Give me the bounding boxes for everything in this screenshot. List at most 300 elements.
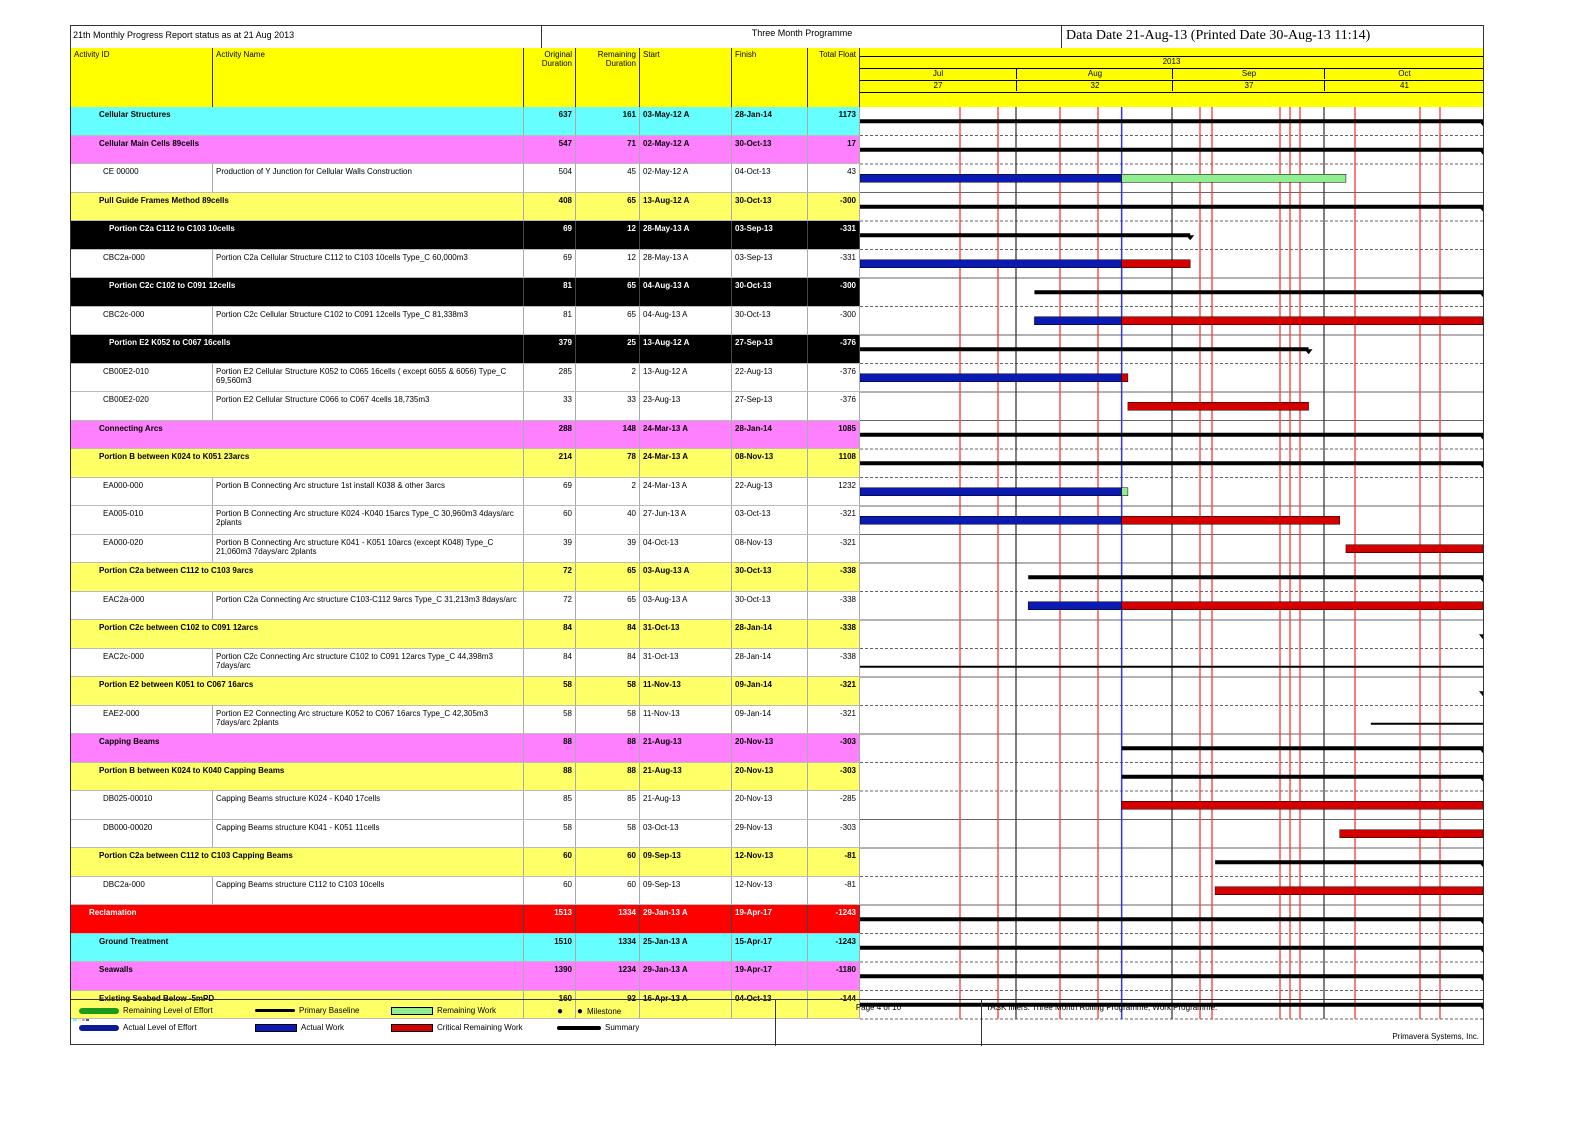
legend-swatch: [391, 1024, 433, 1032]
summary-bar: [860, 946, 1483, 950]
cell-rem-duration: 60: [576, 877, 640, 905]
activity-row[interactable]: [71, 820, 860, 849]
legend-swatch: [79, 1025, 119, 1031]
activity-row[interactable]: [71, 535, 860, 564]
cell-finish: 28-Jan-14: [732, 620, 808, 648]
col-original-duration[interactable]: Original Duration: [524, 48, 576, 107]
legend-milestone: [557, 1006, 621, 1017]
summary-bar: [860, 148, 1483, 152]
wbs-row[interactable]: [71, 278, 860, 307]
cell-rem-duration: 71: [576, 136, 640, 164]
cell-finish: 30-Oct-13: [732, 592, 808, 620]
cell-name: Portion E2 Cellular Structure C066 to C067 4cells 18,735m3: [213, 392, 524, 420]
cell-id: EAC2c-000: [71, 649, 213, 677]
cell-rem-duration: 12: [576, 221, 640, 249]
activity-row[interactable]: [71, 506, 860, 535]
timescale-year: 2013: [860, 56, 1483, 69]
cell-finish: 28-Jan-14: [732, 107, 808, 135]
cell-name: Portion E2 Cellular Structure K052 to C065 16cells ( except 6055 & 6056) Type_C 69,560m3: [213, 364, 524, 392]
cell-orig-duration: 85: [524, 791, 576, 819]
cell-rem-duration: 65: [576, 193, 640, 221]
cell-finish: 09-Jan-14: [732, 677, 808, 705]
col-activity-id[interactable]: Activity ID: [71, 48, 213, 107]
report-frame: [70, 25, 1484, 1045]
cell-name: Capping Beams structure K041 - K051 11cells: [213, 820, 524, 848]
legend-label: Actual Level of Effort: [123, 1023, 197, 1032]
cell-orig-duration: 58: [524, 706, 576, 734]
cell-finish: 20-Nov-13: [732, 763, 808, 791]
cell-rem-duration: 161: [576, 107, 640, 135]
cell-start: 11-Nov-13: [640, 677, 732, 705]
critical-remaining-bar: [1346, 545, 1483, 553]
legend-label: Primary Baseline: [299, 1006, 360, 1015]
cell-total-float: -300: [808, 307, 860, 335]
cell-start: 29-Jan-13 A: [640, 905, 732, 933]
cell-rem-duration: 45: [576, 164, 640, 192]
cell-name: Portion B Connecting Arc structure 1st install K038 & other 3arcs: [213, 478, 524, 506]
cell-id: Pull Guide Frames Method 89cells: [71, 193, 524, 221]
cell-finish: 28-Jan-14: [732, 649, 808, 677]
cell-start: 09-Sep-13: [640, 877, 732, 905]
actual-work-bar: [1028, 602, 1121, 610]
cell-rem-duration: 84: [576, 620, 640, 648]
actual-work-bar: [1034, 317, 1121, 325]
cell-id: EAC2a-000: [71, 592, 213, 620]
cell-orig-duration: 288: [524, 421, 576, 449]
legend-label: Milestone: [586, 1007, 622, 1016]
actual-work-bar: [860, 516, 1122, 524]
activity-row[interactable]: [71, 649, 860, 678]
wbs-row[interactable]: [71, 107, 860, 136]
cell-total-float: -331: [808, 250, 860, 278]
cell-total-float: -1180: [808, 962, 860, 990]
cell-name: Portion B Connecting Arc structure K024 -K040 15arcs Type_C 30,960m3 4days/arc 2plants: [213, 506, 524, 534]
cell-name: Portion B Connecting Arc structure K041 - K051 10arcs (except K048) Type_C 21,060m3 7days/arc 2plants: [213, 535, 524, 563]
legend-label: Remaining Level of Effort: [123, 1006, 213, 1015]
cell-orig-duration: 84: [524, 620, 576, 648]
cell-id: DBC2a-000: [71, 877, 213, 905]
activity-row[interactable]: [71, 392, 860, 421]
col-start[interactable]: Start: [640, 48, 732, 107]
cell-rem-duration: 40: [576, 506, 640, 534]
cell-id: Connecting Arcs: [71, 421, 524, 449]
layout-filter-text: TASK filters: Three Month Rolling Programme, Work Programme.: [986, 1003, 1218, 1012]
legend-actual-loe: [79, 1023, 197, 1032]
month-label: Oct: [1324, 68, 1484, 79]
legend-critical-remaining-work: [391, 1023, 523, 1032]
activity-row[interactable]: [71, 164, 860, 193]
critical-remaining-bar: [1128, 402, 1309, 410]
cell-id: DB000-00020: [71, 820, 213, 848]
cell-id: Portion C2a C112 to C103 10cells: [71, 221, 524, 249]
cell-finish: 08-Nov-13: [732, 449, 808, 477]
cell-orig-duration: 69: [524, 221, 576, 249]
wbs-row[interactable]: [71, 905, 860, 934]
wbs-row[interactable]: [71, 677, 860, 706]
wbs-row[interactable]: [71, 193, 860, 222]
cell-finish: 22-Aug-13: [732, 478, 808, 506]
cell-start: 29-Jan-13 A: [640, 962, 732, 990]
timescale-weeks: [860, 80, 1483, 93]
cell-orig-duration: 84: [524, 649, 576, 677]
month-label: Jul: [932, 69, 944, 78]
baseline-bar: [860, 666, 1483, 668]
cell-name: Portion C2a Cellular Structure C112 to C103 10cells Type_C 60,000m3: [213, 250, 524, 278]
cell-start: 02-May-12 A: [640, 136, 732, 164]
cell-rem-duration: 85: [576, 791, 640, 819]
critical-remaining-bar: [1122, 516, 1340, 524]
cell-finish: 27-Sep-13: [732, 335, 808, 363]
critical-remaining-bar: [1122, 801, 1483, 809]
cell-rem-duration: 58: [576, 677, 640, 705]
wbs-row[interactable]: [71, 962, 860, 991]
cell-total-float: -321: [808, 506, 860, 534]
cell-total-float: -300: [808, 193, 860, 221]
legend-label: Remaining Work: [437, 1006, 496, 1015]
remaining-work-bar: [1122, 488, 1128, 496]
cell-rem-duration: 33: [576, 392, 640, 420]
cell-id: EA000-000: [71, 478, 213, 506]
cell-id: CBC2c-000: [71, 307, 213, 335]
cell-finish: 30-Oct-13: [732, 193, 808, 221]
week-label: 27: [933, 81, 943, 90]
cell-rem-duration: 78: [576, 449, 640, 477]
cell-start: 27-Jun-13 A: [640, 506, 732, 534]
week-label: 41: [1324, 80, 1484, 91]
cell-id: Ground Treatment: [71, 934, 524, 962]
cell-total-float: -376: [808, 364, 860, 392]
cell-start: 28-May-13 A: [640, 250, 732, 278]
cell-orig-duration: 637: [524, 107, 576, 135]
cell-rem-duration: 65: [576, 592, 640, 620]
cell-finish: 30-Oct-13: [732, 136, 808, 164]
critical-remaining-bar: [1340, 830, 1483, 838]
col-remaining-duration[interactable]: Remaining Duration: [576, 48, 640, 107]
cell-total-float: -303: [808, 820, 860, 848]
cell-start: 21-Aug-13: [640, 763, 732, 791]
wbs-row[interactable]: [71, 620, 860, 649]
wbs-row[interactable]: [71, 221, 860, 250]
cell-total-float: -300: [808, 278, 860, 306]
activity-row[interactable]: [71, 592, 860, 621]
cell-total-float: 1173: [808, 107, 860, 135]
page-number-box: [775, 1000, 981, 1046]
cell-name: Portion C2c Cellular Structure C102 to C091 12cells Type_C 81,338m3: [213, 307, 524, 335]
cell-start: 24-Mar-13 A: [640, 478, 732, 506]
critical-remaining-bar: [1122, 317, 1483, 325]
cell-total-float: -1243: [808, 934, 860, 962]
cell-orig-duration: 379: [524, 335, 576, 363]
cell-id: Portion C2c between C102 to C091 12arcs: [71, 620, 524, 648]
cell-start: 04-Aug-13 A: [640, 307, 732, 335]
wbs-row[interactable]: [71, 763, 860, 792]
cell-rem-duration: 148: [576, 421, 640, 449]
activity-row[interactable]: [71, 250, 860, 279]
cell-rem-duration: 65: [576, 278, 640, 306]
cell-name: Portion E2 Connecting Arc structure K052 to C067 16arcs Type_C 42,305m3 7days/arc 2plants: [213, 706, 524, 734]
cell-orig-duration: 58: [524, 820, 576, 848]
report-title-bar: [71, 26, 1483, 49]
cell-start: 24-Mar-13 A: [640, 449, 732, 477]
cell-orig-duration: 285: [524, 364, 576, 392]
cell-name: Production of Y Junction for Cellular Walls Construction: [213, 164, 524, 192]
cell-id: Cellular Structures: [71, 107, 524, 135]
legend-remaining-loe: [79, 1006, 213, 1015]
cell-total-float: -81: [808, 877, 860, 905]
cell-orig-duration: 1390: [524, 962, 576, 990]
critical-remaining-bar: [1122, 374, 1128, 382]
month-label: Aug: [1016, 68, 1173, 79]
summary-bar: [860, 433, 1483, 437]
report-title-left: 21th Monthly Progress Report status as at 21 Aug 2013: [73, 30, 295, 40]
summary-bar: [1028, 575, 1483, 579]
cell-start: 04-Aug-13 A: [640, 278, 732, 306]
cell-name: Portion C2a Connecting Arc structure C103-C112 9arcs Type_C 31,213m3 8days/arc: [213, 592, 524, 620]
cell-finish: 03-Sep-13: [732, 221, 808, 249]
legend-label: Critical Remaining Work: [437, 1023, 523, 1032]
cell-orig-duration: 88: [524, 763, 576, 791]
cell-start: 03-May-12 A: [640, 107, 732, 135]
cell-start: 25-Jan-13 A: [640, 934, 732, 962]
cell-id: Portion C2c C102 to C091 12cells: [71, 278, 524, 306]
cell-id: Portion C2a between C112 to C103 9arcs: [71, 563, 524, 591]
cell-id: Cellular Main Cells 89cells: [71, 136, 524, 164]
activity-row[interactable]: [71, 706, 860, 735]
cell-orig-duration: 214: [524, 449, 576, 477]
week-label: 37: [1172, 80, 1325, 91]
legend-actual-work: [255, 1023, 344, 1032]
week-label: 32: [1016, 80, 1173, 91]
activity-row[interactable]: [71, 364, 860, 393]
cell-orig-duration: 72: [524, 592, 576, 620]
cell-rem-duration: 1334: [576, 934, 640, 962]
cell-total-float: -338: [808, 649, 860, 677]
cell-finish: 30-Oct-13: [732, 307, 808, 335]
wbs-row[interactable]: [71, 449, 860, 478]
cell-finish: 30-Oct-13: [732, 563, 808, 591]
cell-orig-duration: 81: [524, 307, 576, 335]
month-label: Sep: [1172, 68, 1325, 79]
cell-orig-duration: 60: [524, 848, 576, 876]
cell-rem-duration: 2: [576, 478, 640, 506]
cell-start: 03-Oct-13: [640, 820, 732, 848]
cell-rem-duration: 60: [576, 848, 640, 876]
cell-id: Portion E2 between K051 to C067 16arcs: [71, 677, 524, 705]
cell-id: DB025-00010: [71, 791, 213, 819]
cell-rem-duration: 25: [576, 335, 640, 363]
cell-finish: 29-Nov-13: [732, 820, 808, 848]
cell-total-float: -338: [808, 620, 860, 648]
data-date-label: Data Date 21-Aug-13 (Printed Date 30-Aug-13 11:14): [1061, 26, 1483, 48]
cell-id: Capping Beams: [71, 734, 524, 762]
gantt-chart: [860, 107, 1483, 1021]
legend-label: Summary: [605, 1023, 640, 1032]
cell-total-float: 17: [808, 136, 860, 164]
summary-bar-icon: [557, 1026, 601, 1030]
activity-row[interactable]: [71, 877, 860, 906]
cell-start: 09-Sep-13: [640, 848, 732, 876]
summary-bar: [860, 461, 1483, 465]
cell-total-float: 43: [808, 164, 860, 192]
cell-start: 03-Aug-13 A: [640, 592, 732, 620]
wbs-row[interactable]: [71, 734, 860, 763]
critical-remaining-bar: [1122, 260, 1191, 268]
wbs-row[interactable]: [71, 136, 860, 165]
cell-name: Capping Beams structure K024 - K040 17cells: [213, 791, 524, 819]
cell-finish: 12-Nov-13: [732, 877, 808, 905]
cell-orig-duration: 88: [524, 734, 576, 762]
critical-remaining-bar: [1215, 887, 1483, 895]
cell-total-float: -376: [808, 335, 860, 363]
cell-start: 23-Aug-13: [640, 392, 732, 420]
legend-swatch: [255, 1024, 297, 1032]
legend-remaining-work: [391, 1006, 496, 1015]
cell-start: 13-Aug-12 A: [640, 364, 732, 392]
activity-row[interactable]: [71, 478, 860, 507]
summary-bar: [860, 233, 1190, 237]
cell-start: 02-May-12 A: [640, 164, 732, 192]
cell-total-float: 1232: [808, 478, 860, 506]
cell-orig-duration: 81: [524, 278, 576, 306]
cell-rem-duration: 65: [576, 307, 640, 335]
cell-orig-duration: 504: [524, 164, 576, 192]
cell-finish: 22-Aug-13: [732, 364, 808, 392]
cell-orig-duration: 58: [524, 677, 576, 705]
summary-bar: [860, 119, 1483, 123]
legend-label: Actual Work: [301, 1023, 344, 1032]
summary-end-marker: [1479, 691, 1483, 696]
cell-total-float: -321: [808, 706, 860, 734]
activity-row[interactable]: [71, 791, 860, 820]
cell-start: 16-Apr-13 A: [640, 991, 732, 1019]
baseline-bar: [1371, 723, 1483, 725]
cell-total-float: -144: [808, 991, 860, 1019]
cell-start: 04-Oct-13: [640, 535, 732, 563]
cell-rem-duration: 58: [576, 820, 640, 848]
cell-id: Existing Seabed Below -5mPD: [71, 991, 524, 1019]
cell-finish: 09-Jan-14: [732, 706, 808, 734]
critical-remaining-bar: [1122, 602, 1483, 610]
cell-total-float: -81: [808, 848, 860, 876]
actual-work-bar: [860, 260, 1122, 268]
cell-finish: 03-Oct-13: [732, 506, 808, 534]
summary-bar: [1122, 746, 1483, 750]
cell-name: Capping Beams structure C112 to C103 10cells: [213, 877, 524, 905]
cell-total-float: -321: [808, 677, 860, 705]
cell-id: Portion E2 K052 to C067 16cells: [71, 335, 524, 363]
col-finish[interactable]: Finish: [732, 48, 808, 107]
cell-rem-duration: 1334: [576, 905, 640, 933]
summary-bar: [860, 917, 1483, 921]
summary-bar: [1034, 290, 1483, 294]
cell-start: 11-Nov-13: [640, 706, 732, 734]
cell-rem-duration: 12: [576, 250, 640, 278]
cell-finish: 19-Apr-17: [732, 962, 808, 990]
cell-orig-duration: 1513: [524, 905, 576, 933]
cell-start: 24-Mar-13 A: [640, 421, 732, 449]
cell-id: EA000-020: [71, 535, 213, 563]
cell-id: CBC2a-000: [71, 250, 213, 278]
cell-finish: 19-Apr-17: [732, 905, 808, 933]
cell-start: 21-Aug-13: [640, 734, 732, 762]
cell-orig-duration: 69: [524, 250, 576, 278]
column-header-row: [71, 48, 860, 108]
cell-total-float: -1243: [808, 905, 860, 933]
cell-id: EA005-010: [71, 506, 213, 534]
legend-summary: [557, 1023, 639, 1032]
cell-id: Portion B between K024 to K040 Capping Beams: [71, 763, 524, 791]
cell-orig-duration: 1510: [524, 934, 576, 962]
remaining-work-bar: [1122, 174, 1346, 182]
cell-rem-duration: 92: [576, 991, 640, 1019]
cell-finish: 15-Apr-17: [732, 934, 808, 962]
cell-finish: 03-Sep-13: [732, 250, 808, 278]
cell-rem-duration: 39: [576, 535, 640, 563]
cell-orig-duration: 60: [524, 506, 576, 534]
cell-orig-duration: 39: [524, 535, 576, 563]
cell-total-float: -303: [808, 734, 860, 762]
legend-swatch: [79, 1008, 119, 1014]
cell-finish: 04-Oct-13: [732, 164, 808, 192]
activity-row[interactable]: [71, 307, 860, 336]
cell-start: 13-Aug-12 A: [640, 335, 732, 363]
timescale-header: [860, 48, 1483, 107]
cell-id: EAE2-000: [71, 706, 213, 734]
cell-id: Portion C2a between C112 to C103 Capping Beams: [71, 848, 524, 876]
col-activity-name[interactable]: Activity Name: [213, 48, 524, 107]
summary-end-marker: [1305, 349, 1313, 354]
legend-primary-baseline: [255, 1006, 359, 1015]
cell-start: 28-May-13 A: [640, 221, 732, 249]
cell-total-float: 1085: [808, 421, 860, 449]
cell-total-float: -331: [808, 221, 860, 249]
cell-orig-duration: 160: [524, 991, 576, 1019]
cell-id: CB00E2-010: [71, 364, 213, 392]
vendor-text: Primavera Systems, Inc.: [1392, 1032, 1479, 1041]
wbs-row[interactable]: [71, 335, 860, 364]
cell-start: 03-Aug-13 A: [640, 563, 732, 591]
cell-rem-duration: 84: [576, 649, 640, 677]
cell-rem-duration: 58: [576, 706, 640, 734]
cell-rem-duration: 88: [576, 734, 640, 762]
cell-id: CB00E2-020: [71, 392, 213, 420]
layout-info-box: [981, 1000, 1483, 1046]
cell-rem-duration: 88: [576, 763, 640, 791]
cell-total-float: -321: [808, 535, 860, 563]
legend-swatch: [255, 1009, 295, 1012]
wbs-row[interactable]: [71, 421, 860, 450]
actual-work-bar: [860, 488, 1122, 496]
cell-start: 31-Oct-13: [640, 620, 732, 648]
wbs-row[interactable]: [71, 934, 860, 963]
cell-finish: 12-Nov-13: [732, 848, 808, 876]
cell-finish: 20-Nov-13: [732, 791, 808, 819]
milestone-icon: ● ●: [557, 1006, 583, 1017]
cell-id: Reclamation: [71, 905, 524, 933]
cell-rem-duration: 65: [576, 563, 640, 591]
report-title-center: Three Month Programme: [541, 26, 1062, 48]
actual-work-bar: [860, 174, 1122, 182]
wbs-row[interactable]: [71, 563, 860, 592]
wbs-row[interactable]: [71, 848, 860, 877]
summary-end-marker: [1479, 634, 1483, 639]
summary-bar: [860, 347, 1309, 351]
cell-total-float: -338: [808, 563, 860, 591]
col-total-float[interactable]: Total Float: [808, 48, 860, 107]
summary-end-marker: [1186, 235, 1194, 240]
cell-orig-duration: 69: [524, 478, 576, 506]
summary-bar: [860, 974, 1483, 978]
